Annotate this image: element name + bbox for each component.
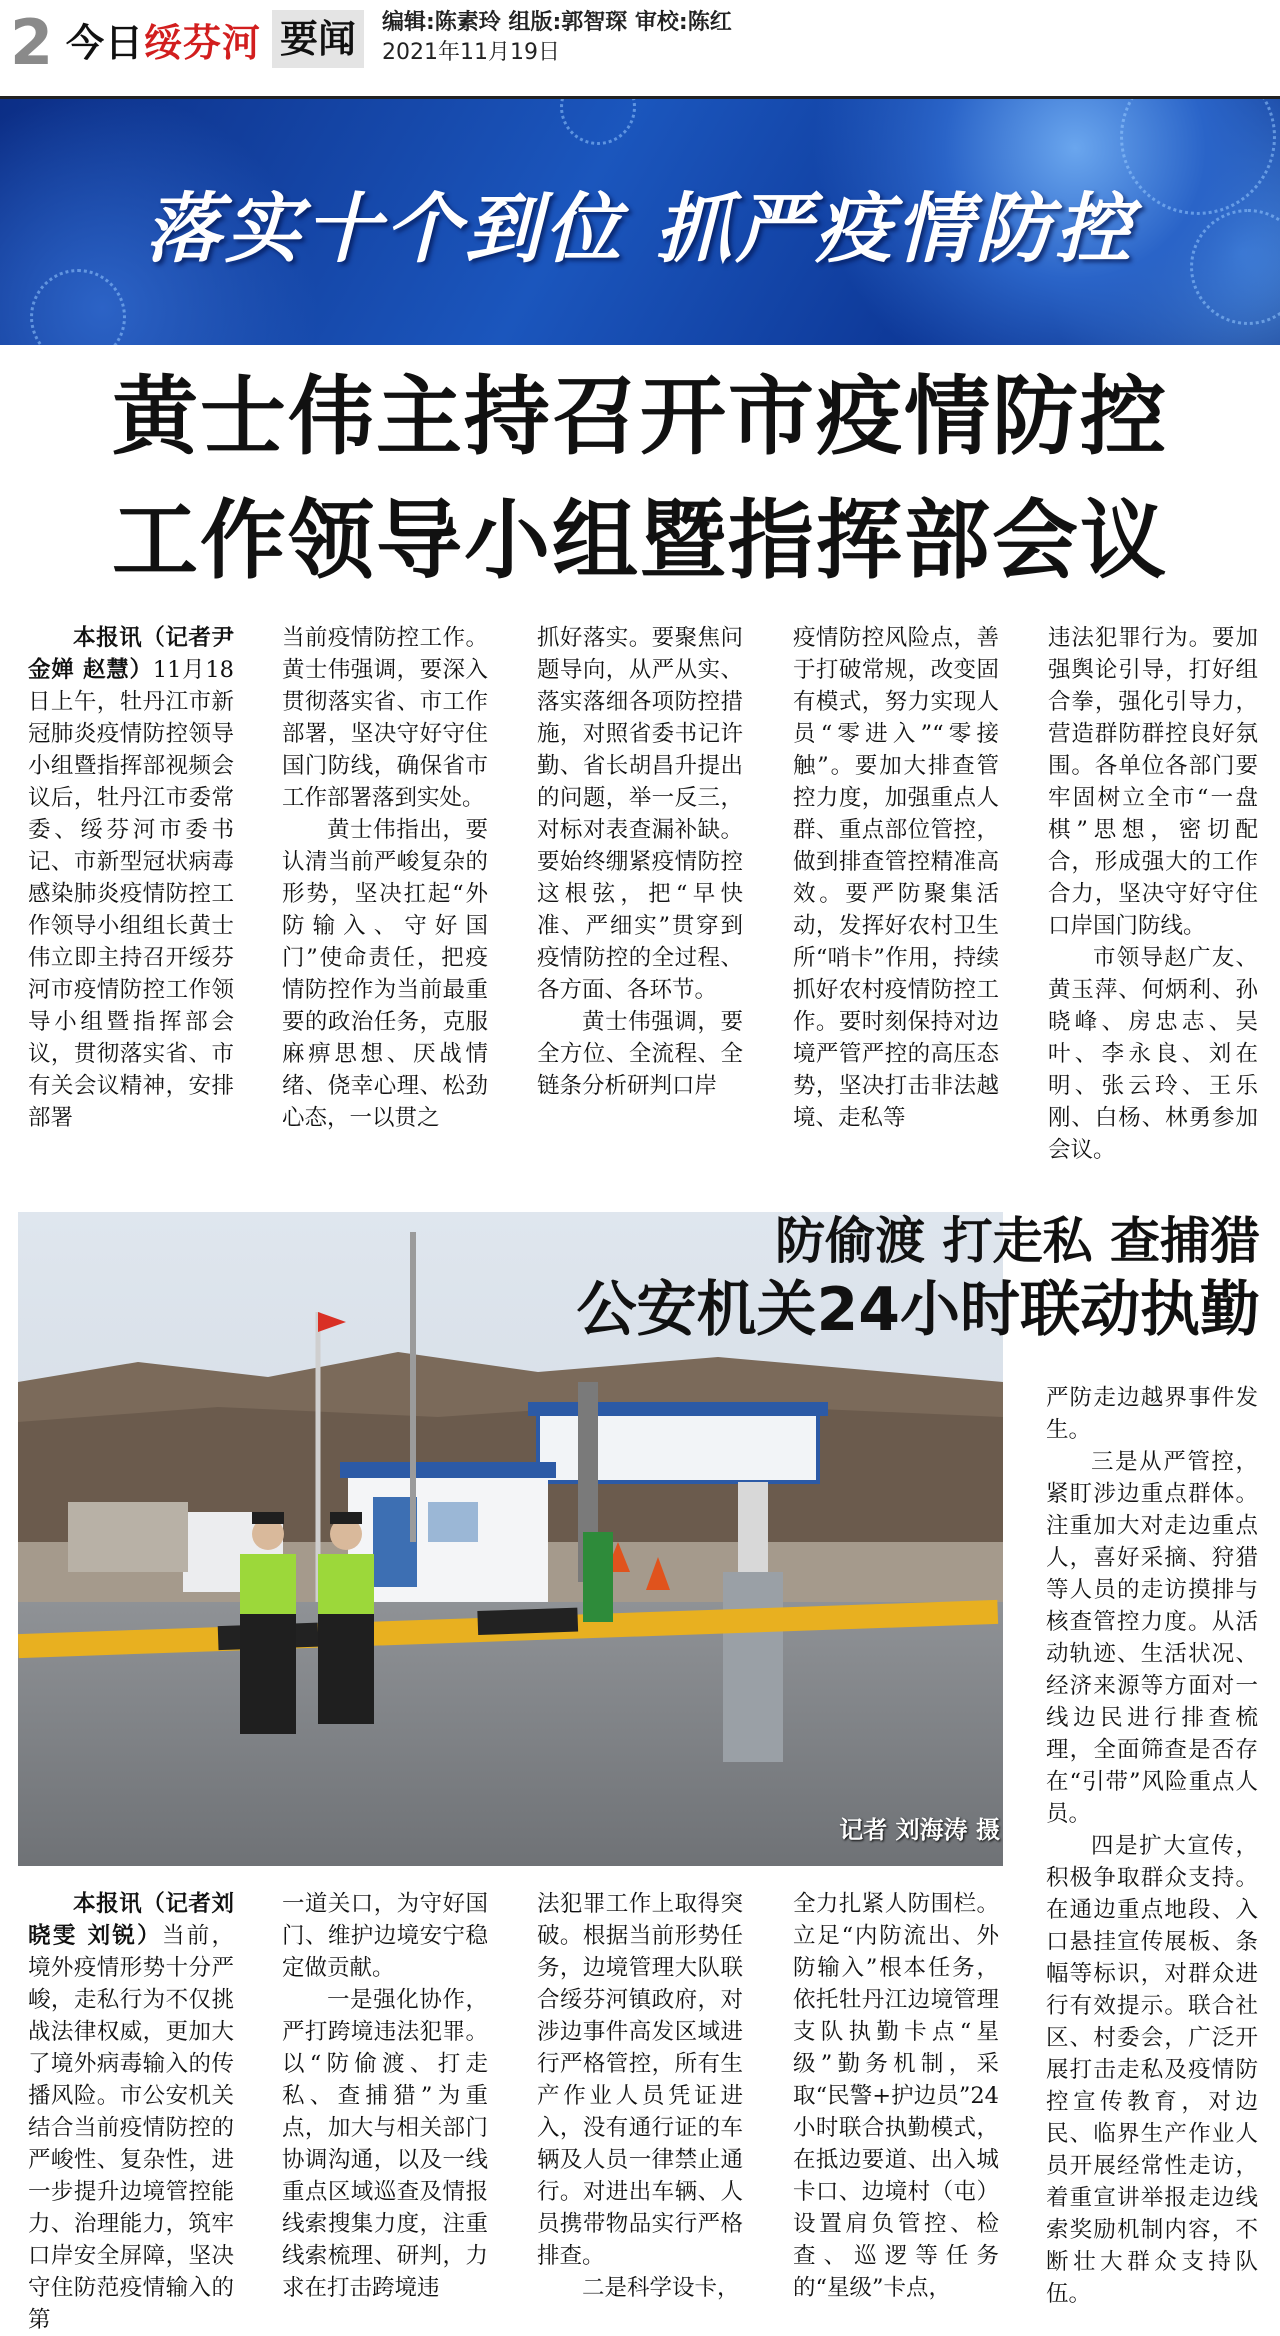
section-tag: 要闻	[272, 10, 364, 68]
second-article-col-3	[537, 1888, 743, 2304]
second-article-col-4	[793, 1888, 999, 2304]
lead-col1-text: 11月18日上午，牡丹江市新冠肺炎疫情防控领导小组暨指挥部视频会议后，牡丹江市委常委、绥芬河市委书记、市新型冠状病毒感染肺炎疫情防控工作领导小组组长黄士伟立即主持召开绥芬河市疫情防控工作领导小组暨指挥部会议，贯彻落实省、市有关会议精神，安排部署	[28, 657, 234, 1131]
second-article-right-col	[1046, 1382, 1258, 2310]
virus-decoration-icon	[30, 269, 126, 345]
second-right-p2: 三是从严管控，紧盯涉边重点群体。注重加大对走边重点人，喜好采摘、狩猎等人员的走访摸排与核查管控力度。从活动轨迹、生活状况、经济来源等方面对一线边民进行排查梳理，全面筛查是否存在“引带”风险重点人员。	[1046, 1449, 1258, 1827]
lead-article-col-1	[28, 622, 234, 1134]
lead-col5-p2: 市领导赵广友、黄玉萍、何炳利、孙晓峰、房忠志、吴叶、李永良、刘在明、张云玲、王乐刚、白杨、林勇参加会议。	[1048, 945, 1258, 1163]
virus-decoration-icon	[560, 99, 636, 145]
newspaper-name	[66, 18, 261, 68]
second-col1-text: 当前，境外疫情形势十分严峻，走私行为不仅挑战法律权威，更加大了境外病毒输入的传播风险。市公安机关结合当前疫情防控的严峻性、复杂性，进一步提升边境管控能力、治理能力，筑牢口岸安全屏障，坚决守住防范疫情输入的第	[28, 1923, 234, 2333]
second-col2-p2: 一是强化协作，严打跨境违法犯罪。以“防偷渡、打走私、查捕猎”为重点，加大与相关部门协调沟通，以及一线重点区域巡查及情报线索搜集力度，注重线索梳理、研判，力求在打击跨境违	[282, 1987, 488, 2301]
page-number: 2	[10, 6, 54, 79]
lead-headline-line1: 黄士伟主持召开市疫情防控	[112, 367, 1168, 467]
page-header	[0, 0, 1280, 98]
lead-headline-line2: 工作领导小组暨指挥部会议	[112, 491, 1168, 591]
paper-prefix: 今日	[66, 21, 145, 65]
second-byline: 本报讯（记者刘晓雯 刘锐）	[28, 1891, 234, 1949]
lead-col5-p1: 违法犯罪行为。要加强舆论引导，打好组合拳，强化引导力，营造群防群控良好氛围。各单位各部门要牢固树立全市“一盘棋”思想，密切配合，形成强大的工作合力，坚决守好守住口岸国门防线。	[1048, 625, 1258, 939]
second-col3-p2: 二是科学设卡，	[582, 2275, 740, 2301]
lead-article-col-2	[282, 622, 488, 1134]
banner-slogan: 落实十个到位 抓严疫情防控	[144, 184, 1136, 273]
lead-col3-p2: 黄士伟强调，要全方位、全流程、全链条分析研判口岸	[537, 1009, 743, 1099]
lead-col2-p2: 黄士伟指出，要认清当前严峻复杂的形势，坚决扛起“外防输入、守好国门”使命责任，把疫情防控作为当前最重要的政治任务，克服麻痹思想、厌战情绪、侥幸心理、松劲心态，一以贯之	[282, 817, 488, 1131]
lead-article-col-5	[1048, 622, 1258, 1166]
second-col4-text: 全力扎紧人防围栏。立足“内防流出、外防输入”根本任务，依托牡丹江边境管理支队执勤卡点“星级”勤务机制，采取“民警+护边员”24小时联合执勤模式，在抵边要道、出入城卡口、边境村（屯）设置肩负管控、检查、巡逻等任务的“星级”卡点，	[793, 1891, 999, 2301]
lead-col2-p1: 当前疫情防控工作。黄士伟强调，要深入贯彻落实省、市工作部署，坚决守好守住国门防线，确保省市工作部署落到实处。	[282, 625, 488, 811]
second-right-p3: 四是扩大宣传，积极争取群众支持。在通边重点地段、入口悬挂宣传展板、条幅等标识，对群众进行有效提示。联合社区、村委会，广泛开展打击走私及疫情防控宣传教育，对边民、临界生产作业人员开展经常性走访，着重宣讲举报走边线索奖励机制内容，不断壮大群众支持队伍。	[1046, 1833, 1258, 2307]
second-article-col-1	[28, 1888, 234, 2336]
lead-article-col-3	[537, 622, 743, 1102]
lead-article-col-4	[793, 622, 999, 1134]
second-col3-p1: 法犯罪工作上取得突破。根据当前形势任务，边境管理大队联合绥芬河镇政府，对涉边事件高发区域进行严格管控，所有生产作业人员凭证进入，没有通行证的车辆及人员一律禁止通行。对进出车辆、人员携带物品实行严格排查。	[537, 1891, 743, 2269]
second-col2-p1: 一道关口，为守好国门、维护边境安宁稳定做贡献。	[282, 1891, 488, 1981]
paper-city: 绥芬河	[144, 21, 262, 65]
issue-date: 2021年11月19日	[382, 40, 560, 65]
second-headline-line2: 公安机关24小时联动执勤	[576, 1275, 1260, 1345]
photo-credit: 记者 刘海涛 摄	[839, 1816, 1000, 1844]
second-article-col-2	[282, 1888, 488, 2304]
editor-credits: 编辑:陈素玲 组版:郭智琛 审校:陈红	[382, 10, 732, 35]
second-headline-line1: 防偷渡 打走私 查捕猎	[775, 1212, 1260, 1270]
lead-col3-p1: 抓好落实。要聚焦问题导向，从严从实、落实落细各项防控措施，对照省委书记许勤、省长胡昌升提出的问题，举一反三，对标对表查漏补缺。要始终绷紧疫情防控这根弦，把“早快准、严细实”贯穿到疫情防控的全过程、各方面、各环节。	[537, 625, 743, 1003]
lead-col4-text: 疫情防控风险点，善于打破常规，改变固有模式，努力实现人员“零进入”“零接触”。要加大排查管控力度，加强重点人群、重点部位管控，做到排查管控精准高效。要严防聚集活动，发挥好农村卫生所“哨卡”作用，持续抓好农村疫情防控工作。要时刻保持对边境严管严控的高压态势，坚决打击非法越境、走私等	[793, 625, 999, 1131]
second-right-p1: 严防走边越界事件发生。	[1046, 1385, 1258, 1443]
lead-byline: 本报讯（记者尹金婵 赵慧）	[28, 625, 234, 683]
topic-banner	[0, 99, 1280, 345]
